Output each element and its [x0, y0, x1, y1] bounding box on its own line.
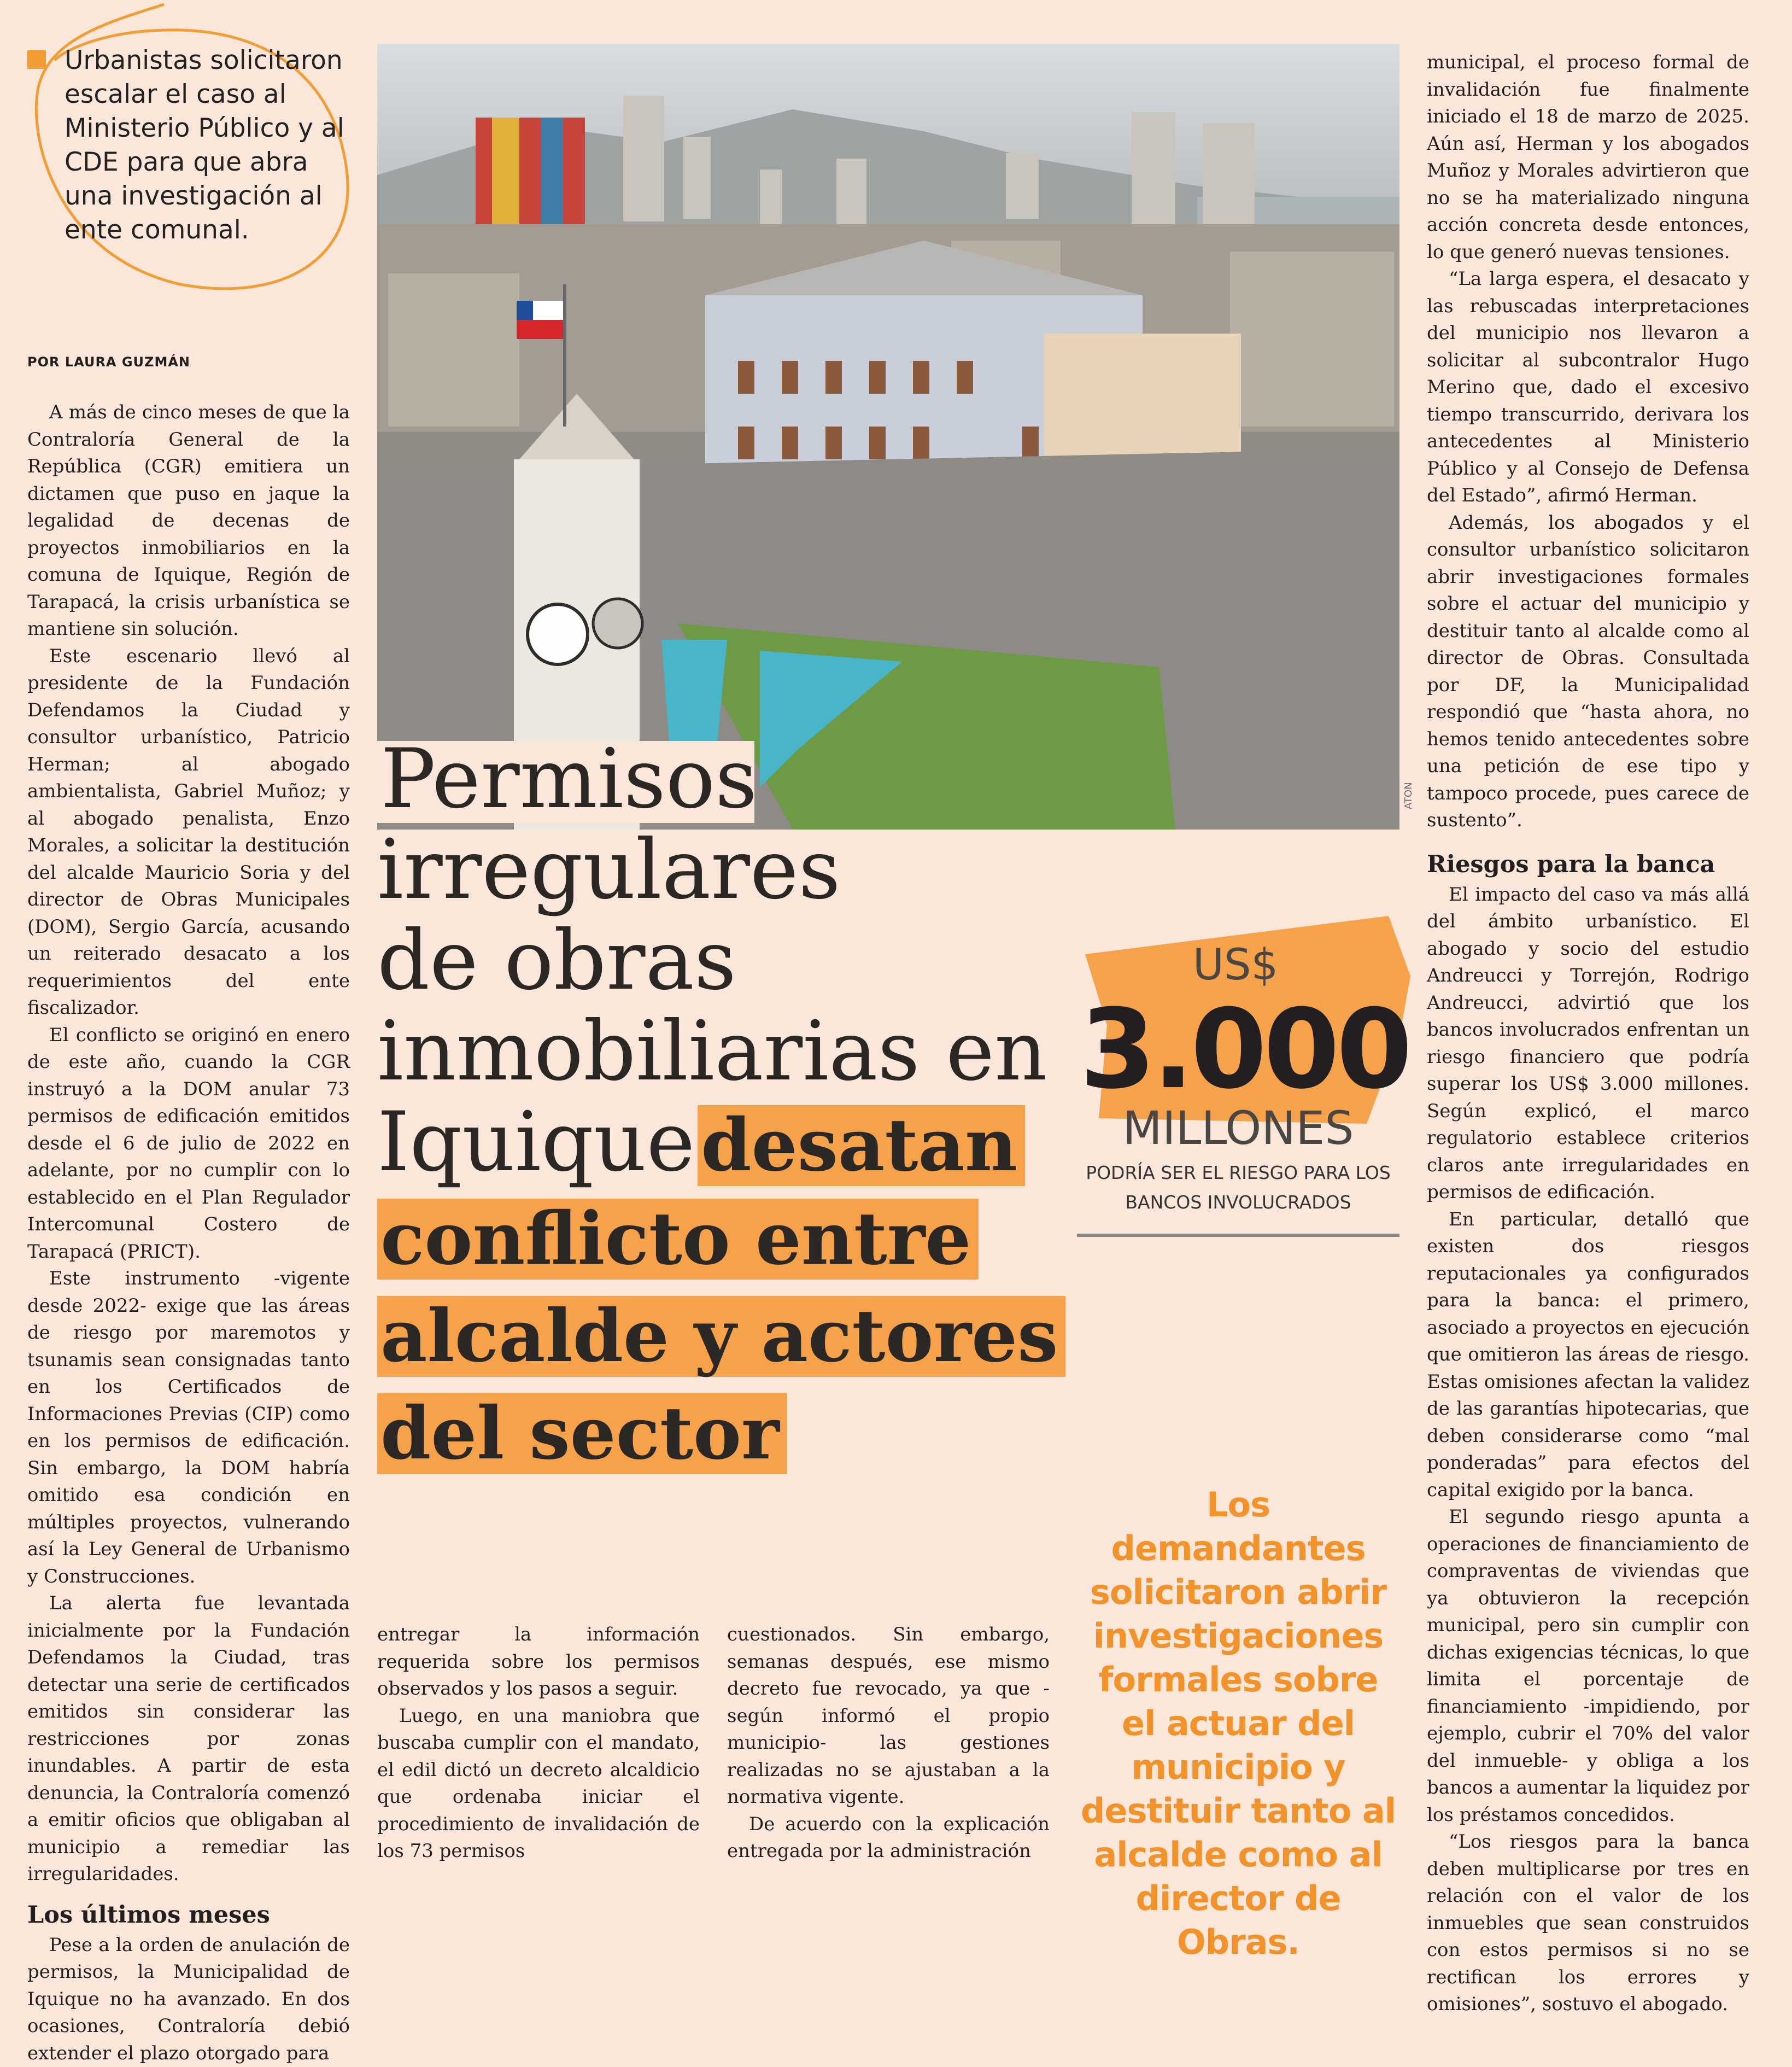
paragraph: El conflicto se originó en enero de este año, cuando la CGR instruyó a la DOM anular 73 permisos de edificación emitidos desde el 6 de julio de 2022 en adelante, por no cumplir con lo establecido en el Plan Regulador Intercomunal Costero de Tarapacá (PRICT).	[27, 1022, 350, 1266]
headline-line-2: irregulares	[377, 824, 1088, 916]
headline-line-1: Permisos	[377, 733, 1088, 826]
paragraph: De acuerdo con la explicación entregada por la administración	[727, 1811, 1050, 1865]
stat-unit: MILLONES	[1080, 1103, 1397, 1153]
paragraph: Pese a la orden de anulación de permisos, la Municipalidad de Iquique no ha avanzado. En dos ocasiones, Contraloría debió extender el plazo otorgado para	[27, 1932, 350, 2067]
paragraph: La alerta fue levantada inicialmente por la Fundación Defendamos la Ciudad, tras detectar una serie de certificados emitidos sin considerar las restricciones por zonas inundables. A partir de esta denuncia, la Contraloría comenzó a emitir oficios que obligaban al municipio a remediar las irregularidades.	[27, 1590, 350, 1888]
headline-highlight-3: alcalde y actores	[377, 1296, 1065, 1377]
paragraph: El impacto del caso va más allá del ámbito urbanístico. El abogado y socio del estudio Andreucci y Torrejón, Rodrigo Andreucci, advirtió que los bancos involucrados enfrentan un riesgo financiero que podría superar los US$ 3.000 millones. Según explicó, el marco regulatorio establece criterios claros ante irregularidades en permisos de edificación.	[1427, 881, 1749, 1206]
paragraph: municipal, el proceso formal de invalidación fue finalmente iniciado el 18 de marzo de 2025. Aún así, Herman y los abogados Muñoz y Morales advirtieron que no se ha materializado ninguna acción concreta desde entonces, lo que generó nuevas tensiones.	[1427, 49, 1749, 266]
paragraph: A más de cinco meses de que la Contraloría General de la República (CGR) emitiera un dictamen que puso en jaque la legalidad de decenas de proyectos inmobiliarios en la comuna de Iquique, Región de Tarapacá, la crisis urbanística se mantiene sin solución.	[27, 399, 350, 643]
paragraph: Además, los abogados y el consultor urbanístico solicitaron abrir investigaciones formales sobre el actuar del municipio y destituir tanto al alcalde como al director de Obras. Consultada por DF, la Municipalidad respondió que “hasta ahora, no hemos tenido antecedentes sobre una petición de ese tipo y tampoco procede, pues carece de sustento”.	[1427, 510, 1749, 834]
paragraph: Este escenario llevó al presidente de la Fundación Defendamos la Ciudad y consultor urbanístico, Patricio Herman; al abogado ambientalista, Gabriel Muñoz; y al abogado penalista, Enzo Morales, a solicitar la destitución del alcalde Mauricio Soria y del director de Obras Municipales (DOM), Sergio García, acusando un reiterado desacato a los requerimientos del ente fiscalizador.	[27, 643, 350, 1022]
article-column-2	[377, 1621, 700, 1865]
headline-highlight-4: del sector	[377, 1393, 787, 1474]
pull-quote: Los demandantes solicitaron abrir investigaciones formales sobre el actuar del municipio y destituir tanto al alcalde como al director de Obras.	[1080, 1483, 1397, 1964]
subheading: Los últimos meses	[27, 1899, 350, 1931]
stat-divider	[1077, 1234, 1399, 1237]
headline	[377, 733, 1088, 1474]
headline-line-3: de obras	[377, 914, 1088, 1007]
paragraph: El segundo riesgo apunta a operaciones de financiamiento de compraventas de viviendas que ya obtuvieron la recepción municipal, pero sin cumplir con dichas exigencias técnicas, lo que limita el porcentaje de financiamiento -impidiendo, por ejemplo, cubrir el 70% del valor del inmueble- y obliga a los bancos a aumentar la liquidez por los préstamos concedidos.	[1427, 1504, 1749, 1829]
headline-highlight-1: desatan	[698, 1105, 1025, 1186]
article-column-3	[727, 1621, 1050, 1865]
stat-description: PODRÍA SER EL RIESGO PARA LOS BANCOS INVOLUCRADOS	[1080, 1158, 1397, 1217]
headline-highlight-2: conflicto entre	[377, 1199, 979, 1280]
headline-line-5: Iquique	[377, 1095, 695, 1190]
article-column-1	[27, 399, 350, 2067]
paragraph: Este instrumento -vigente desde 2022- exige que las áreas de riesgo por maremotos y tsunamis sean consignadas tanto en los Certificados de Informaciones Previas (CIP) como en los permisos de edificación. Sin embargo, la DOM habría omitido esa condición en múltiples proyectos, vulnerando así la Ley General de Urbanismo y Construcciones.	[27, 1265, 350, 1590]
paragraph: cuestionados. Sin embargo, semanas después, ese mismo decreto fue revocado, ya que -según informó el propio municipio- las gestiones realizadas no se ajustaban a la normativa vigente.	[727, 1621, 1050, 1811]
stat-value: 3.000	[1080, 990, 1397, 1110]
callout-text: Urbanistas solicitaron escalar el caso al Ministerio Público y al CDE para que abra una investigación al ente comunal.	[65, 44, 349, 247]
paragraph: “Los riesgos para la banca deben multiplicarse por tres en relación con el valor de los inmuebles que sean construidos con estos permisos si no se rectifican los errores y omisiones”, sostuvo el abogado.	[1427, 1829, 1749, 2018]
paragraph: En particular, detalló que existen dos riesgos reputacionales ya configurados para la banca: el primero, asociado a proyectos en ejecución que omitieron las áreas de riesgo. Estas omisiones afectan la validez de las garantías hipotecarias, que deben considerarse como “mal ponderadas” para efectos del capital exigido por la banca.	[1427, 1206, 1749, 1504]
byline: POR LAURA GUZMÁN	[27, 354, 190, 370]
photo-credit: ATON	[1403, 782, 1414, 809]
paragraph: entregar la información requerida sobre los permisos observados y los pasos a seguir.	[377, 1621, 700, 1703]
paragraph: “La larga espera, el desacato y las rebuscadas interpretaciones del municipio nos llevaron a solicitar al subcontralor Hugo Merino que, dado el excesivo tiempo transcurrido, derivara los antecedentes al Ministerio Público y al Consejo de Defensa del Estado”, afirmó Herman.	[1427, 266, 1749, 510]
subheading: Riesgos para la banca	[1427, 849, 1749, 880]
city-photo	[377, 44, 1399, 830]
paragraph: Luego, en una maniobra que buscaba cumplir con el mandato, el edil dictó un decreto alcaldicio que ordenaba iniciar el procedimiento de invalidación de los 73 permisos	[377, 1703, 700, 1865]
headline-line-4: inmobiliarias en	[377, 1005, 1088, 1098]
article-column-4	[1427, 49, 1749, 2018]
stat-currency: US$	[1175, 941, 1296, 990]
